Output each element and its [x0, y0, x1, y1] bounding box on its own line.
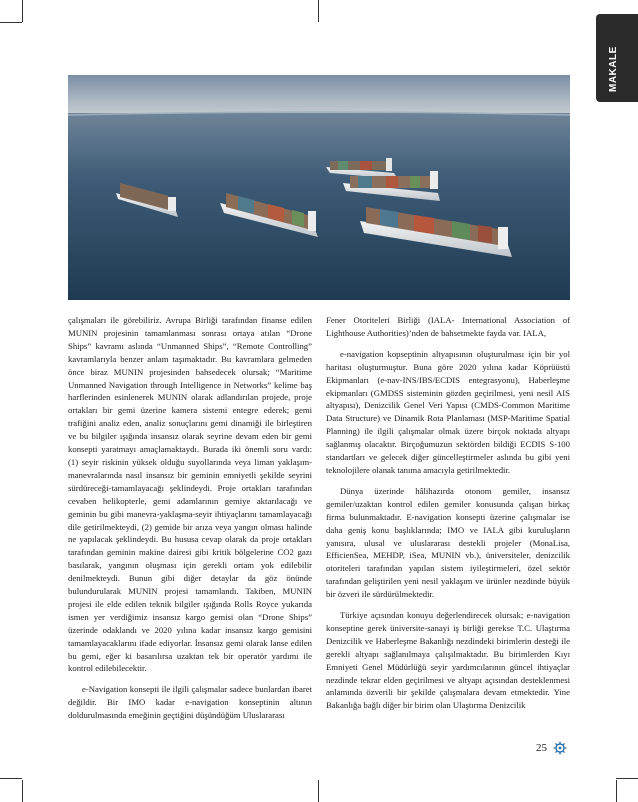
section-tab-label: MAKALE [608, 46, 619, 92]
paragraph: Dünya üzerinde hâlihazırda otonom gemiler, insansız gemiler/uzaktan kontrol edilen gemiler konusunda çalışan birkaç firma bulunmaktadır. E-navigation konsepti üzerine çalışmalar ise daha geniş konu başlıklarında; IMO ve IALA gibi kuruluşların yanısıra, ulusal ve uluslararası destekli projeler (MonaLisa, EfficienSea, MEHDP, iSea, MUNIN vb.), üniversiteler, denizcilik otoriteleri tarafından yapılan sistem iyileştirmeleri, özel sektör tarafından geliştirilen yeni nesil yaklaşım ve ürünler nezdinde büyük bir özveri ile sürdürülmektedir. [326, 485, 570, 600]
paragraph: Fener Otoriteleri Birliği (IALA- International Association of Lighthouse Authorities)’nden de bahsetmekte fayda var. IALA, [326, 315, 570, 338]
article-column-right [326, 314, 570, 720]
paragraph: çalışmaları ile görebiliriz. Avrupa Birliği tarafından finanse edilen MUNIN projesinin tamamlanması sonrası ortaya atılan “Drone Ships” kavramı aslında “Unmanned Ships”, “Remote Controlling” kavramlarıyla benzer anlam taşımaktadır. Bu kavramlara gelmeden önce biraz MUNIN projesinden bahsedecek olursak; “Maritime Unmanned Navigation through Intelligence in Networks” kelime baş harflerinden esinlenerek MUNIN olarak adlandırılan projede, proje ortakları bir gemi üzerine kamera sistemi entegre ederek; gemi trafiğini analiz eden, analiz sonuçlarını gemi dinamiği ile birleştiren ve bu bilgiler ışığında insansız olarak seyrine devam eden bir gemi konsepti yaratmayı amaçlamaktaydı. Burada iki önemli soru vardı: (1) seyir riskinin yüksek olduğu suyollarında veya liman yaklaşım-manevralarında nasıl insansız bir geminin emniyetli şekilde seyrini sürdüreceği-tamamlayacağı şeklindeydi. Proje ortakları tarafından cevaben helikopterle, gemi adamlarının gemiye aktarılacağı ve geminin bu gibi manevra-yaklaşma-seyir ihtiyaçlarını tamamlayacağı dile getirilmekteydi, (2) gemide bir arıza veya yangın olması halinde ne yapılacak şeklindeydi. Bu hususa cevap olarak da proje ortakları tarafından geminin makine dairesi gibi kritik bölgelerine CO2 gazı basılarak, yangının oluşması için gerekli ortam yok edilebilir denilmekteydi. Bunun gibi diğer detaylar da göz önünde bulundurularak MUNIN projesi tamamlandı. Takiben, MUNIN projesi ile elde edilen teknik bilgiler ışığında Rolls Royce yukarıda ismen yer verdiğimiz insansız kargo gemisi olan “Drone Ships” üzerinde odaklandı ve 2020 yılına kadar insansız kargo gemisini tamamlayacaklarını ifade ediyorlar. İnsansız gemi olarak lanse edilen bu gemi, eğer ki basarılırsa uzaktan tek bir operatör yardımı ile kontrol edilebilecektir. [68, 315, 312, 674]
page-number: 25 [536, 742, 547, 754]
paragraph: Türkiye açısından konuyu değerlendirecek olursak; e-navigation konseptine gerek üniversite-sanayi iş birliği gerekse T.C. Ulaştırma Denizcilik ve Haberleşme Bakanlığı nezdindeki birimlerin desteği ile gerekli altyapı sağlanılmaya çalışılmaktadır. Bu birimlerden Kıyı Emniyeti Genel Müdürlüğü seyir yardımcılarının güncel ihtiyaçlar nezdinde tekrar elden geçirilmesi ve altyapı açısından desteklenmesi anlamında özverili bir şekilde çalışmalara devam etmektedir. Yine Bakanlığa bağlı diğer bir birim olan Ulaştırma Denizcilik [326, 610, 570, 711]
crop-mark [616, 778, 638, 779]
crop-mark [318, 780, 319, 802]
drone-ships-illustration [68, 75, 570, 300]
paragraph: e-Navigation konsepti ile ilgili çalışmalar sadece bunlardan ibaret değildir. Bir IMO kadar e-navigation konseptinin altının doldurulmasında emeğinin geçtiğini düşündüğüm Uluslararası [68, 684, 312, 721]
hero-image [68, 75, 570, 300]
crop-mark [22, 0, 23, 22]
ship-wheel-icon [553, 741, 567, 755]
paragraph: e-navigation kopseptinin altyapısının oluşturulması için bir yol haritası oluşturmuştur. Buna göre 2020 yılına kadar Köprüüstü Ekipmanları (e-nav-INS/IBS/ECDIS entegrasyonu), Haberleşme ekipmanları (GMDSS sisteminin gözden geçirilmesi, yeni nesil AIS altyapısı), Denizcilik Genel Veri Yapısı (CMDS-Common Maritime Data Structure) ve Dinamik Rota Planlaması (MSP-Maritime Spatial Planning) ile ilgili çalışmalar olmak üzere birçok noktada altyapı sağlanmış olacaktır. Birçoğumuzun sektörden bildiği ECDIS S-100 standartları ve gelecek diğer güncelleştirmeler aslında bu gibi yeni teknolojilere olanak tanıma amacıyla getirilmektedir. [326, 348, 570, 475]
crop-mark [616, 780, 617, 802]
article-column-left [68, 314, 312, 730]
crop-mark [0, 22, 22, 23]
crop-mark [22, 780, 23, 802]
crop-mark [318, 0, 319, 22]
section-tab [596, 14, 638, 102]
crop-mark [0, 778, 22, 779]
